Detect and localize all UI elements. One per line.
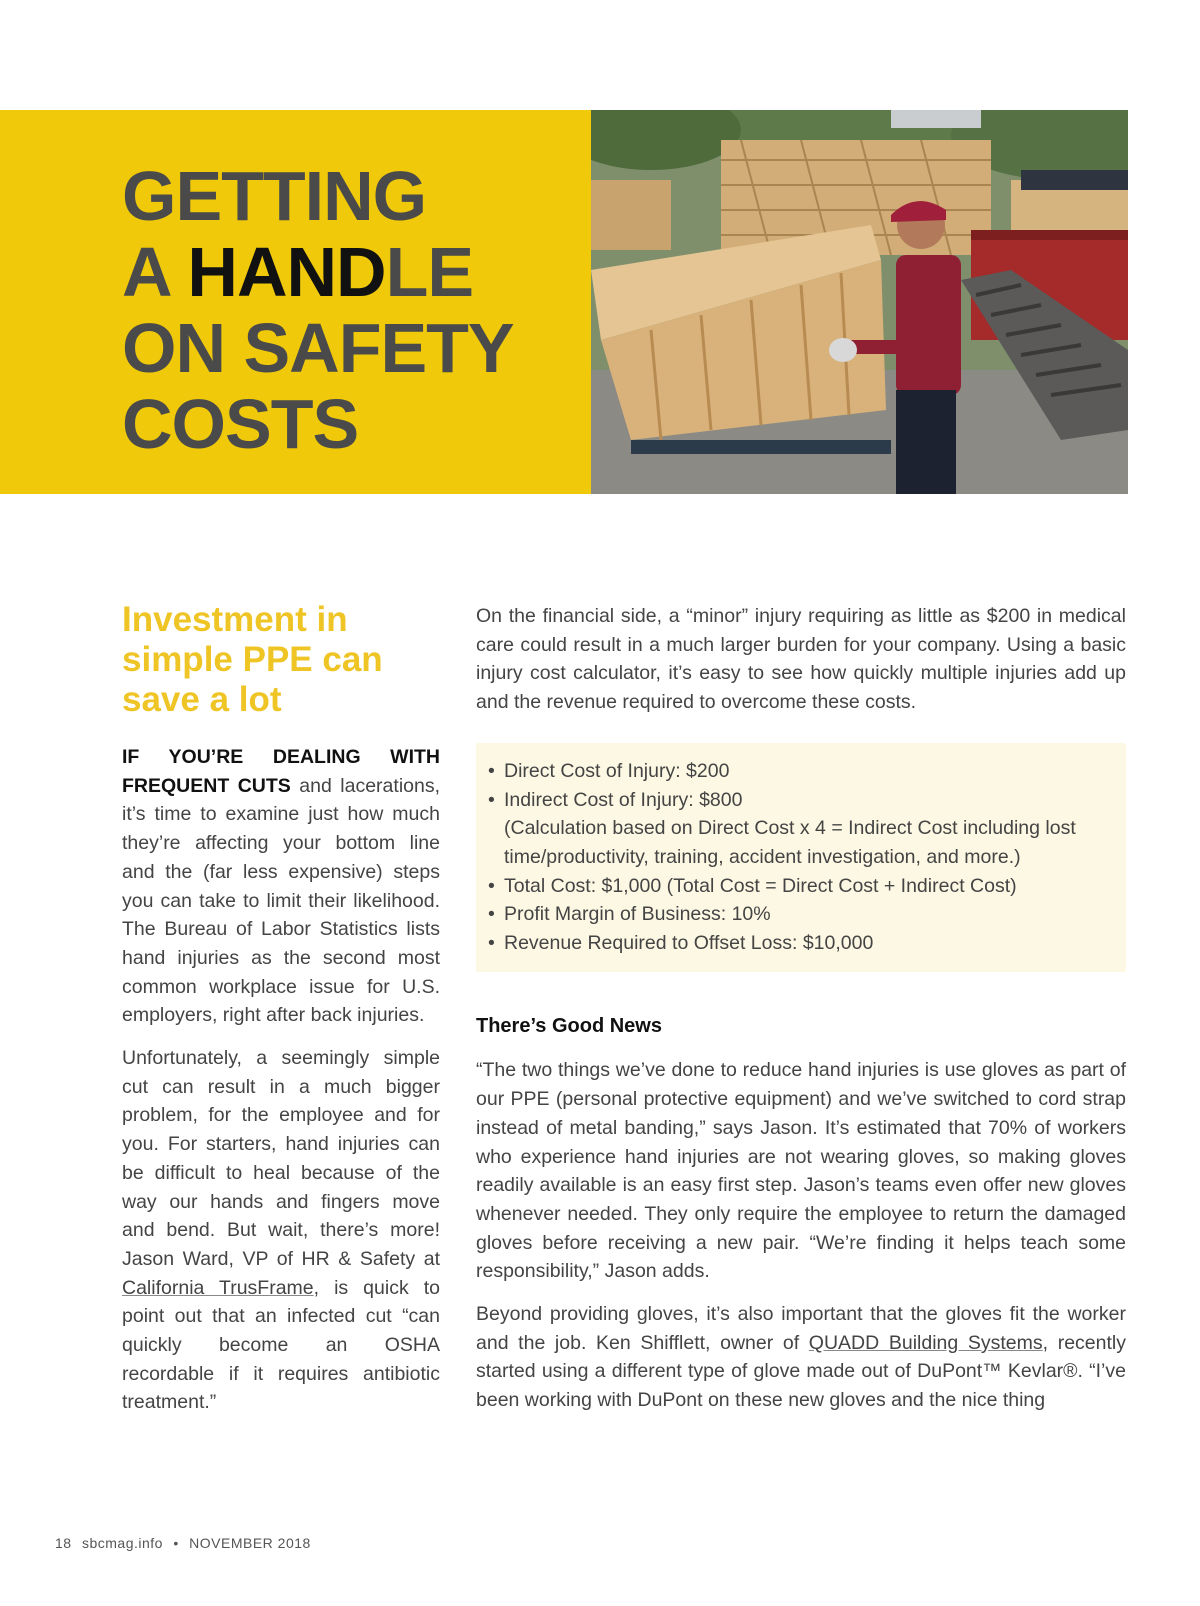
cost-item-indirect: Indirect Cost of Injury: $800 — [504, 788, 743, 811]
right-paragraph-3-text-b: , recently started using a different type of glove made out of DuPont™ Kevlar®. “I’ve been working with DuPont on these new gloves and the nice thing — [476, 1331, 1126, 1412]
title-line-2-suffix: LE — [385, 233, 474, 311]
title-highlight-hand: HAND — [187, 233, 386, 311]
cost-list-item — [488, 872, 1108, 901]
cost-list — [488, 757, 1108, 958]
lumber-yard-photo — [591, 110, 1128, 494]
right-paragraph-3-text-a: Beyond providing gloves, it’s also important that the gloves fit the worker and the job. Ken Shifflett, owner of — [476, 1303, 1126, 1354]
footer-site: sbcmag.info — [81, 1535, 163, 1551]
cost-item-margin: Profit Margin of Business: 10% — [504, 903, 771, 926]
bullet-icon: • — [488, 788, 495, 811]
right-paragraph-1: On the financial side, a “minor” injury requiring as little as $200 in medical care could result in a much larger burden for your company. Using a basic injury cost calculator, it’s easy to see how quickly multiple injuries add up and the revenue required to overcome these costs. — [476, 605, 1126, 714]
bullet-icon: • — [488, 874, 495, 897]
page-footer — [55, 1535, 317, 1551]
left-paragraph-1-text: and lacerations, it’s time to examine just how much they’re affecting your bottom line and the (far less expensive) steps you can take to limit their likelihood. The Bureau of Labor Statistics lists hand injuries as the second most common workplace issue for U.S. employers, right after back injuries. — [122, 774, 441, 1027]
right-paragraph-3 — [476, 1300, 1126, 1415]
california-trusframe-link[interactable]: California TrusFrame — [122, 1276, 314, 1299]
bullet-icon: • — [488, 903, 495, 926]
left-column — [122, 743, 440, 1431]
quadd-building-systems-link[interactable]: QUADD Building Systems — [808, 1331, 1043, 1354]
lead-in-caps: IF YOU’RE DEALING WITH FREQUENT CUTS — [122, 746, 440, 797]
page-title — [122, 158, 514, 462]
cost-list-item — [488, 786, 1108, 872]
left-paragraph-2 — [122, 1044, 440, 1417]
right-column — [476, 602, 1126, 1429]
bullet-icon: • — [488, 759, 495, 782]
left-paragraph-2-text-b: , is quick to point out that an infected cut “can quickly become an OSHA recordable if it requires antibiotic treatment.” — [122, 1276, 440, 1414]
cost-item-direct: Direct Cost of Injury: $200 — [504, 759, 730, 782]
cost-item-indirect-note: (Calculation based on Direct Cost x 4 = Indirect Cost including lost time/productivity, training, accident investigation, and more.) — [504, 817, 1076, 868]
title-line-3: ON SAFETY — [122, 309, 514, 387]
cost-list-item — [488, 900, 1108, 929]
title-line-1: GETTING — [122, 157, 427, 235]
bullet-icon: • — [488, 932, 495, 955]
title-line-4: COSTS — [122, 385, 359, 463]
cost-list-item — [488, 757, 1108, 786]
article-subhead: Investment in simple PPE can save a lot — [122, 600, 383, 719]
cost-item-revenue: Revenue Required to Offset Loss: $10,000 — [504, 932, 874, 955]
footer-date: NOVEMBER 2018 — [189, 1535, 311, 1551]
cost-item-total: Total Cost: $1,000 (Total Cost = Direct Cost + Indirect Cost) — [504, 874, 1017, 897]
page-number: 18 — [55, 1535, 72, 1551]
right-paragraph-2: “The two things we’ve done to reduce hand injuries is use gloves as part of our PPE (personal protective equipment) and we’ve switched to cord strap instead of metal banding,” says Jason. It’s estimated that 70% of workers who experience hand injuries are not wearing gloves, so making gloves readily available is an easy first step. Jason’s teams even offer new gloves whenever needed. They only require the employee to return the damaged gloves before receiving a new pair. “We’re finding it helps teach some responsibility,” Jason adds. — [476, 1059, 1126, 1283]
cost-callout-box — [476, 743, 1126, 972]
cost-list-item — [488, 929, 1108, 958]
footer-separator: • — [173, 1535, 179, 1551]
title-line-2-prefix: A — [122, 233, 188, 311]
section-heading-good-news: There’s Good News — [476, 1014, 662, 1037]
worker-lumber-illustration — [591, 110, 1128, 494]
left-paragraph-2-text-a: Unfortunately, a seemingly simple cut can result in a much bigger problem, for the employee and for you. For starters, hand injuries can be difficult to heal because of the way our hands and fingers move and bend. But wait, there’s more! Jason Ward, VP of HR & Safety at — [122, 1047, 440, 1270]
left-paragraph-1 — [122, 743, 440, 1030]
